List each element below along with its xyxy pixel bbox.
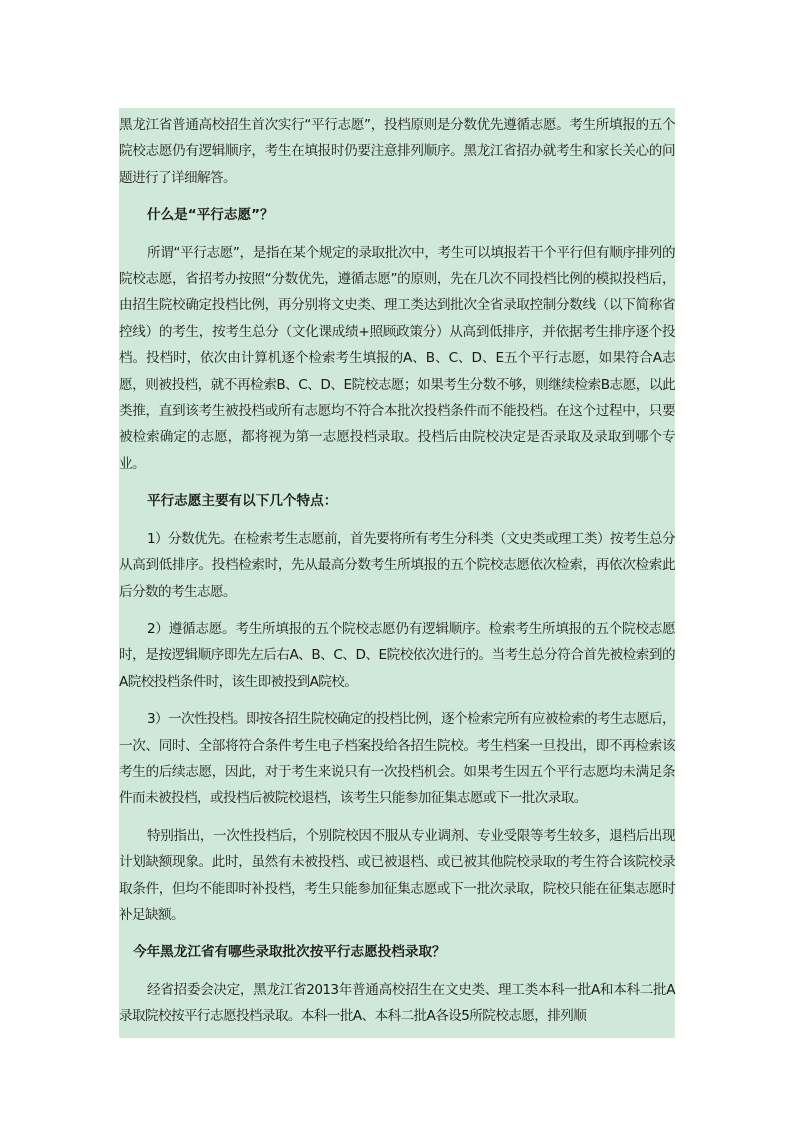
feature-point-1: 1）分数优先。在检索考生志愿前，首先要将所有考生分科类（文史类或理工类）按考生总分从高到低排序。投档检索时，先从最高分数考生所填报的五个院校志愿依次检索，再依次检索此后分数的考生志愿。 bbox=[119, 530, 675, 600]
special-note-paragraph: 特别指出，一次性投档后，个别院校因不服从专业调剂、专业受限等考生较多，退档后出现计划缺额现象。此时，虽然有未被投档、或已被退档、或已被其他院校录取的考生符合该院校录取条件，但均不能即时补投档，考生只能参加征集志愿或下一批次录取，院校只能在征集志愿时补足缺额。 bbox=[119, 827, 675, 923]
feature-point-3: 3）一次性投档。即按各招生院校确定的投档比例，逐个检索完所有应被检索的考生志愿后，一次、同时、全部将符合条件考生电子档案投给各招生院校。考生档案一旦投出，即不再检索该考生的后续志愿，因此，对于考生来说只有一次投档机会。如果考生因五个平行志愿均未满足条件而未被投档，或投档后被院校退档，该考生只能参加征集志愿或下一批次录取。 bbox=[119, 711, 675, 807]
spacer bbox=[119, 229, 675, 240]
spacer bbox=[119, 515, 675, 526]
section-heading-features: 平行志愿主要有以下几个特点： bbox=[147, 493, 338, 510]
batches-paragraph: 经省招委会决定，黑龙江省2013年普通高校招生在文史类、理工类本科一批A和本科二批A录取院校按平行志愿投档录取。本科一批A、本科二批A各设5所院校志愿，排列顺 bbox=[119, 981, 675, 1025]
feature-point-2: 2）遵循志愿。考生所填报的五个院校志愿仍有逻辑顺序。检索考生所填报的五个院校志愿时，是按逻辑顺序即先左后右A、B、C、D、E院校依次进行的。当考生总分符合首先被检索到的A院校投档条件时，该生即被投到A院校。 bbox=[119, 620, 675, 690]
section-heading-what-is: 什么是“平行志愿”？ bbox=[147, 207, 274, 224]
spacer bbox=[119, 191, 675, 202]
section-heading-batches: 今年黑龙江省有哪些录取批次按平行志愿投档录取？ bbox=[133, 944, 446, 961]
definition-paragraph: 所谓“平行志愿”，是指在某个规定的录取批次中，考生可以填报若干个平行但有顺序排列的院校志愿，省招考办按照“分数优先，遵循志愿”的原则，先在几次不同投档比例的模拟投档后，由招生院校确定投档比例，再分别将文史类、理工类达到批次全省录取控制分数线（以下简称省控线）的考生，按考生总分（文化课成绩+照顾政策分）从高到低排序，并依据考生排序逐个投档。投档时，依次由计算机逐个检索考生填报的A、B、C、D、E五个平行志愿，如果符合A志愿，则被投档，就不再检索B、C、D、E院校志愿；如果考生分数不够，则继续检索B志愿，以此类推，直到该考生被投档或所有志愿均不符合本批次投档条件而不能投档。在这个过程中，只要被检索确定的志愿，都将视为第一志愿投档录取。投档后由院校决定是否录取及录取到哪个专业。 bbox=[119, 244, 675, 472]
spacer bbox=[119, 695, 675, 706]
spacer bbox=[119, 966, 675, 977]
intro-paragraph: 黑龙江省普通高校招生首次实行“平行志愿”，投档原则是分数优先遵循志愿。考生所填报的五个院校志愿仍有逻辑顺序，考生在填报时仍要注意排列顺序。黑龙江省招办就考生和家长关心的问题进行了详细解答。 bbox=[119, 117, 675, 186]
document-body bbox=[119, 108, 675, 1038]
spacer bbox=[119, 477, 675, 488]
spacer bbox=[119, 812, 675, 823]
spacer bbox=[119, 928, 675, 939]
spacer bbox=[119, 605, 675, 616]
